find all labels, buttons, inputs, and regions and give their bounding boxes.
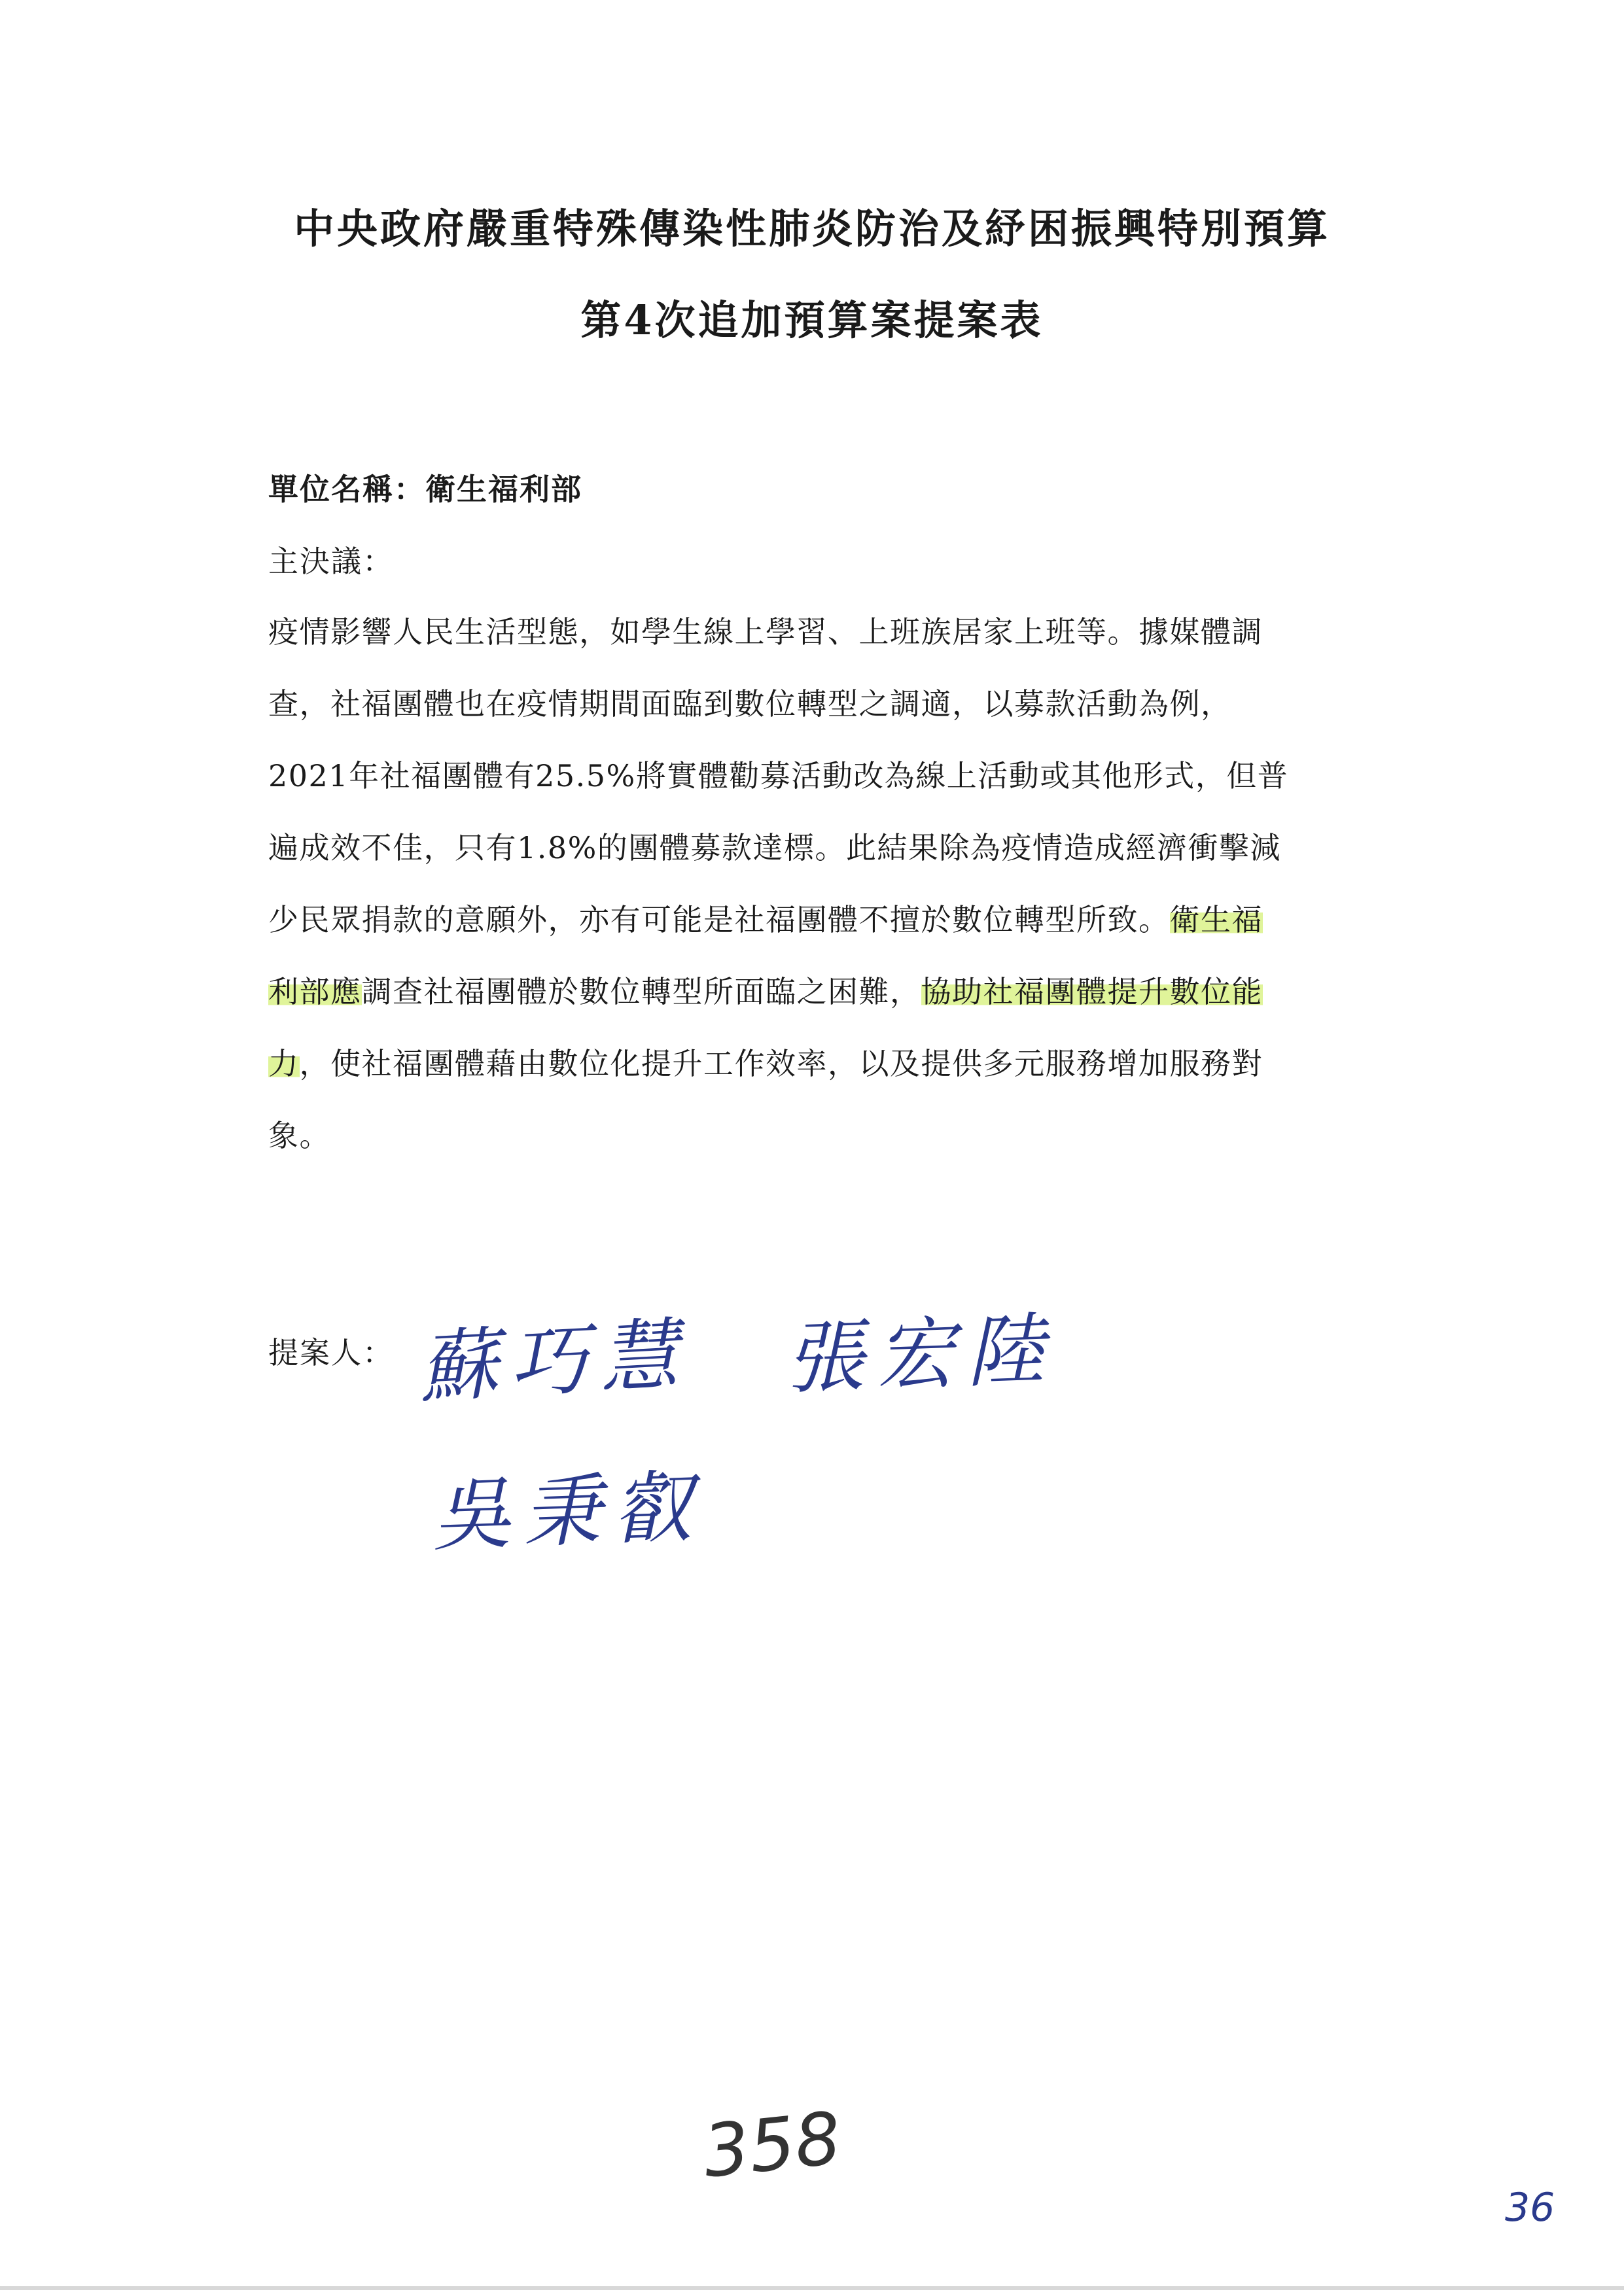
document-title-line1: 中央政府嚴重特殊傳染性肺炎防治及紓困振興特別預算 bbox=[293, 205, 1330, 252]
signature-3: 吳秉叡 bbox=[431, 1461, 705, 1563]
body-line-5-text: 少民眾捐款的意願外，亦有可能是社福團體不擅於數位轉型所致。 bbox=[268, 902, 1170, 937]
highlighted-text: 協助社福團體提升數位能 bbox=[921, 974, 1263, 1009]
body-line-8: 象。 bbox=[268, 1118, 330, 1153]
unit-name: 單位名稱：衛生福利部 bbox=[268, 472, 582, 507]
scan-edge-line bbox=[0, 2286, 1624, 2290]
page-number: 36 bbox=[1505, 2185, 1555, 2231]
signature-1: 蘇巧慧 bbox=[417, 1309, 692, 1414]
body-line-1: 疫情影響人民生活型態，如學生線上學習、上班族居家上班等。據媒體調 bbox=[268, 614, 1263, 650]
handwritten-number: 358 bbox=[699, 2096, 845, 2194]
highlighted-text: 利部應 bbox=[268, 974, 362, 1009]
highlighted-text: 力 bbox=[268, 1046, 300, 1081]
body-line-7 bbox=[268, 1040, 1263, 1083]
highlighted-text: 衛生福 bbox=[1169, 902, 1263, 937]
body-line-2: 查，社福團體也在疫情期間面臨到數位轉型之調適，以募款活動為例， bbox=[268, 686, 1232, 722]
resolution-label: 主決議： bbox=[268, 544, 394, 579]
body-line-7-text: ，使社福團體藉由數位化提升工作效率，以及提供多元服務增加服務對 bbox=[299, 1046, 1263, 1081]
body-line-6-text: 調查社福團體於數位轉型所面臨之困難， bbox=[361, 974, 921, 1009]
body-line-5 bbox=[268, 896, 1263, 939]
document-title-line2: 第4次追加預算案提案表 bbox=[580, 296, 1044, 344]
body-line-6 bbox=[268, 968, 1263, 1011]
signature-2: 張宏陸 bbox=[784, 1304, 1058, 1406]
body-line-3: 2021年社福團體有25.5%將實體勸募活動改為線上活動或其他形式，但普 bbox=[268, 758, 1289, 793]
body-line-4: 遍成效不佳，只有1.8%的團體募款達標。此結果除為疫情造成經濟衝擊減 bbox=[268, 830, 1281, 865]
proposer-label: 提案人： bbox=[268, 1335, 394, 1370]
